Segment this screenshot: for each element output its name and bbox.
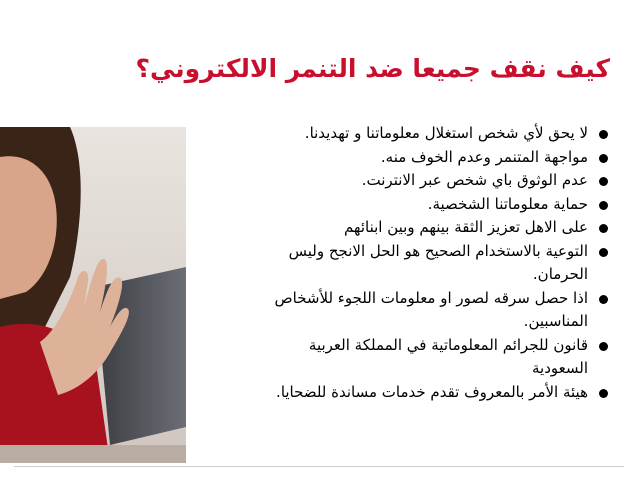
bullet-text: التوعية بالاستخدام الصحيح هو الحل الانجح وليس الحرمان. [288,241,588,283]
bullet-icon [599,224,608,233]
bullet-item [270,334,610,381]
bullet-icon [599,342,608,351]
bullet-icon [599,177,608,186]
bullet-icon [599,154,608,163]
bullet-item [270,169,610,193]
bullet-list [270,122,610,404]
bullet-item [270,216,610,240]
bullet-item [270,146,610,170]
bullet-item [270,240,610,287]
bullet-text: هيئة الأمر بالمعروف تقدم خدمات مساندة للضحايا. [276,382,588,401]
bullet-icon [599,389,608,398]
bullet-icon [599,130,608,139]
bullet-text: حماية معلوماتنا الشخصية. [427,194,588,213]
bullet-icon [599,201,608,210]
bullet-icon [599,248,608,257]
woman-laptop-photo [0,127,186,463]
bullet-item [270,381,610,405]
bullet-text: اذا حصل سرقه لصور او معلومات اللجوء للأشخاص المناسبين. [274,288,588,330]
bullet-text: على الاهل تعزيز الثقة بينهم وبين ابنائهم [343,218,588,236]
bullet-text: قانون للجرائم المعلوماتية في المملكة العربية السعودية [308,335,588,377]
slide-title: كيف نقف جميعا ضد التنمر الالكتروني؟ [135,54,610,83]
bullet-item [270,193,610,217]
bullet-text: لا يحق لأي شخص استغلال معلوماتنا و تهديدنا. [304,124,588,142]
bullet-text: عدم الوثوق باي شخص عبر الانترنت. [361,171,588,189]
bullet-icon [599,295,608,304]
bullet-text: مواجهة المتنمر وعدم الخوف منه. [380,147,588,166]
footer-divider [14,466,624,467]
bullet-item [270,287,610,334]
bullet-item [270,122,610,146]
